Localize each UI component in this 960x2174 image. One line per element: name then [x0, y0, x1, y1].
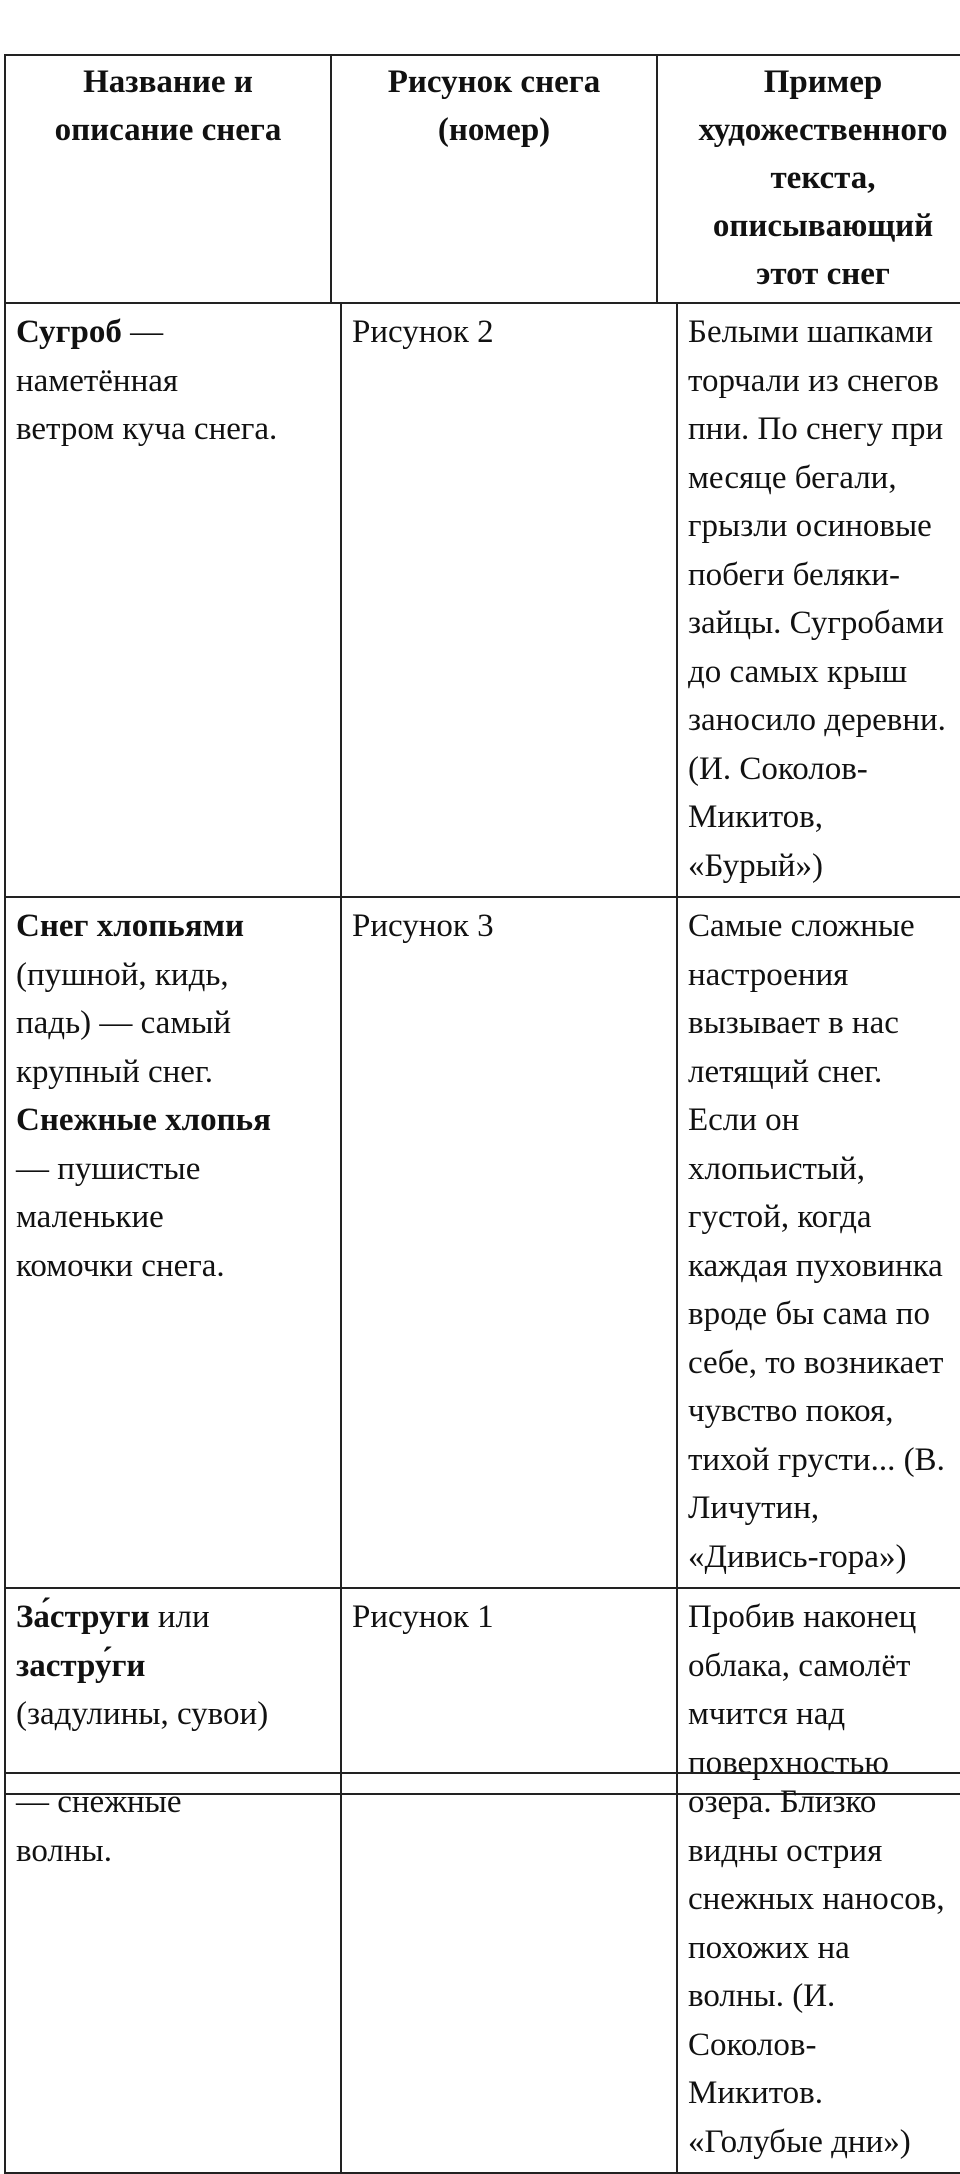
- quote-line: (И. Соколов-: [688, 750, 868, 787]
- quote-line: чувство покоя,: [688, 1393, 894, 1429]
- term-bold: Сугроб: [16, 314, 122, 350]
- header-text: этот снег: [756, 256, 890, 292]
- header-row: [5, 55, 960, 303]
- cell-quote: [677, 1588, 960, 1794]
- quote-line: до самых крыш: [688, 653, 908, 690]
- quote-line: Микитов.: [688, 2075, 824, 2111]
- quote-line: похожих на: [688, 1929, 850, 1966]
- header-text: (номер): [437, 112, 551, 148]
- quote-line: Пробив наконец: [688, 1599, 917, 1635]
- cell-snow-name: [5, 1588, 341, 1794]
- header-cell-example: [657, 55, 960, 303]
- header-cell-name: [5, 55, 331, 303]
- quote-line: Самые сложные: [688, 908, 915, 944]
- quote-line: волны. (И.: [688, 1978, 836, 2014]
- cell-picture-number: [341, 1588, 677, 1794]
- cell-snow-name: [5, 303, 341, 897]
- header-cell-picture: [331, 55, 657, 303]
- quote-line: Соколов-: [688, 2026, 817, 2063]
- cell-quote: [677, 1773, 960, 2173]
- description-line: (задулины, сувои): [16, 1696, 269, 1732]
- table-header: [4, 54, 960, 304]
- cell-snow-name: [5, 897, 341, 1588]
- quote-line: зайцы. Сугробами: [688, 605, 944, 641]
- header-text: описывающий: [712, 208, 934, 244]
- quote-line: видны острия: [688, 1832, 883, 1869]
- header-text: художественного: [698, 112, 948, 148]
- header-text: текста,: [770, 160, 876, 196]
- quote-line: месяце бегали,: [688, 459, 897, 496]
- quote-line: «Бурый»): [688, 847, 823, 884]
- header-text: описание снега: [54, 112, 282, 148]
- quote-line: озера. Близко: [688, 1784, 877, 1820]
- description-line: ветром куча снега.: [16, 411, 278, 447]
- header-text: Пример: [763, 64, 883, 100]
- cell-picture-number: [341, 303, 677, 897]
- table-row: [5, 303, 960, 897]
- quote-line: настроения: [688, 956, 849, 993]
- quote-line: летящий снег.: [688, 1053, 883, 1090]
- quote-line: хлопьистый,: [688, 1150, 865, 1187]
- picture-label: Рисунок 3: [352, 908, 494, 944]
- description-line: падь) — самый: [16, 1005, 232, 1041]
- description-line: (пушной, кидь,: [16, 956, 229, 993]
- table-row: [5, 1588, 960, 1794]
- term-bold: Снежные хлопья: [16, 1102, 271, 1138]
- quote-line: побеги беляки-: [688, 556, 900, 593]
- picture-label: Рисунок 2: [352, 314, 494, 350]
- cell-snow-name: [5, 1773, 341, 2173]
- description-line: волны.: [16, 1832, 112, 1869]
- term-text: —: [121, 314, 164, 350]
- term-bold: Снег хлопьями: [16, 908, 245, 944]
- quote-line: пни. По снегу при: [688, 411, 944, 447]
- cell-picture-number: [341, 1773, 677, 2173]
- quote-line: поверхностью: [688, 1744, 889, 1781]
- cell-quote: [677, 303, 960, 897]
- description-line: комочки снега.: [16, 1247, 225, 1284]
- quote-line: «Дивись-гора»): [688, 1538, 907, 1575]
- cell-quote: [677, 897, 960, 1588]
- quote-line: вызывает в нас: [688, 1005, 899, 1041]
- header-text: Рисунок снега: [387, 64, 601, 100]
- quote-line: тихой грусти... (В.: [688, 1441, 945, 1478]
- quote-line: грызли осиновые: [688, 508, 932, 544]
- quote-line: Белыми шапками: [688, 314, 934, 350]
- table-row: [5, 1773, 960, 2173]
- quote-line: Микитов,: [688, 799, 824, 835]
- quote-line: заносило деревни.: [688, 702, 946, 738]
- quote-line: торчали из снегов: [688, 362, 939, 399]
- description-line: маленькие: [16, 1199, 164, 1235]
- picture-label: Рисунок 1: [352, 1599, 494, 1635]
- quote-line: Если он: [688, 1102, 800, 1138]
- term-bold: застру́ги: [16, 1647, 146, 1684]
- description-line: — пушистые: [16, 1150, 201, 1187]
- header-text: Название и: [83, 64, 253, 100]
- quote-line: густой, когда: [688, 1199, 872, 1235]
- quote-line: вроде бы сама по: [688, 1296, 930, 1332]
- quote-line: каждая пуховинка: [688, 1247, 943, 1284]
- quote-line: «Голубые дни»): [688, 2123, 911, 2160]
- quote-line: себе, то возникает: [688, 1344, 944, 1381]
- table-body: [4, 302, 960, 1795]
- quote-line: облака, самолёт: [688, 1647, 911, 1684]
- cell-picture-number: [341, 897, 677, 1588]
- table-continuation: [4, 1772, 960, 2174]
- quote-line: Личутин,: [688, 1490, 820, 1526]
- description-line: наметённая: [16, 362, 179, 399]
- quote-line: снежных наносов,: [688, 1881, 945, 1917]
- description-line: крупный снег.: [16, 1053, 214, 1090]
- term-bold: За́струги: [16, 1599, 150, 1635]
- description-line: — снежные: [16, 1784, 182, 1820]
- term-text: или: [149, 1599, 210, 1635]
- quote-line: мчится над: [688, 1696, 846, 1732]
- table-row: [5, 897, 960, 1588]
